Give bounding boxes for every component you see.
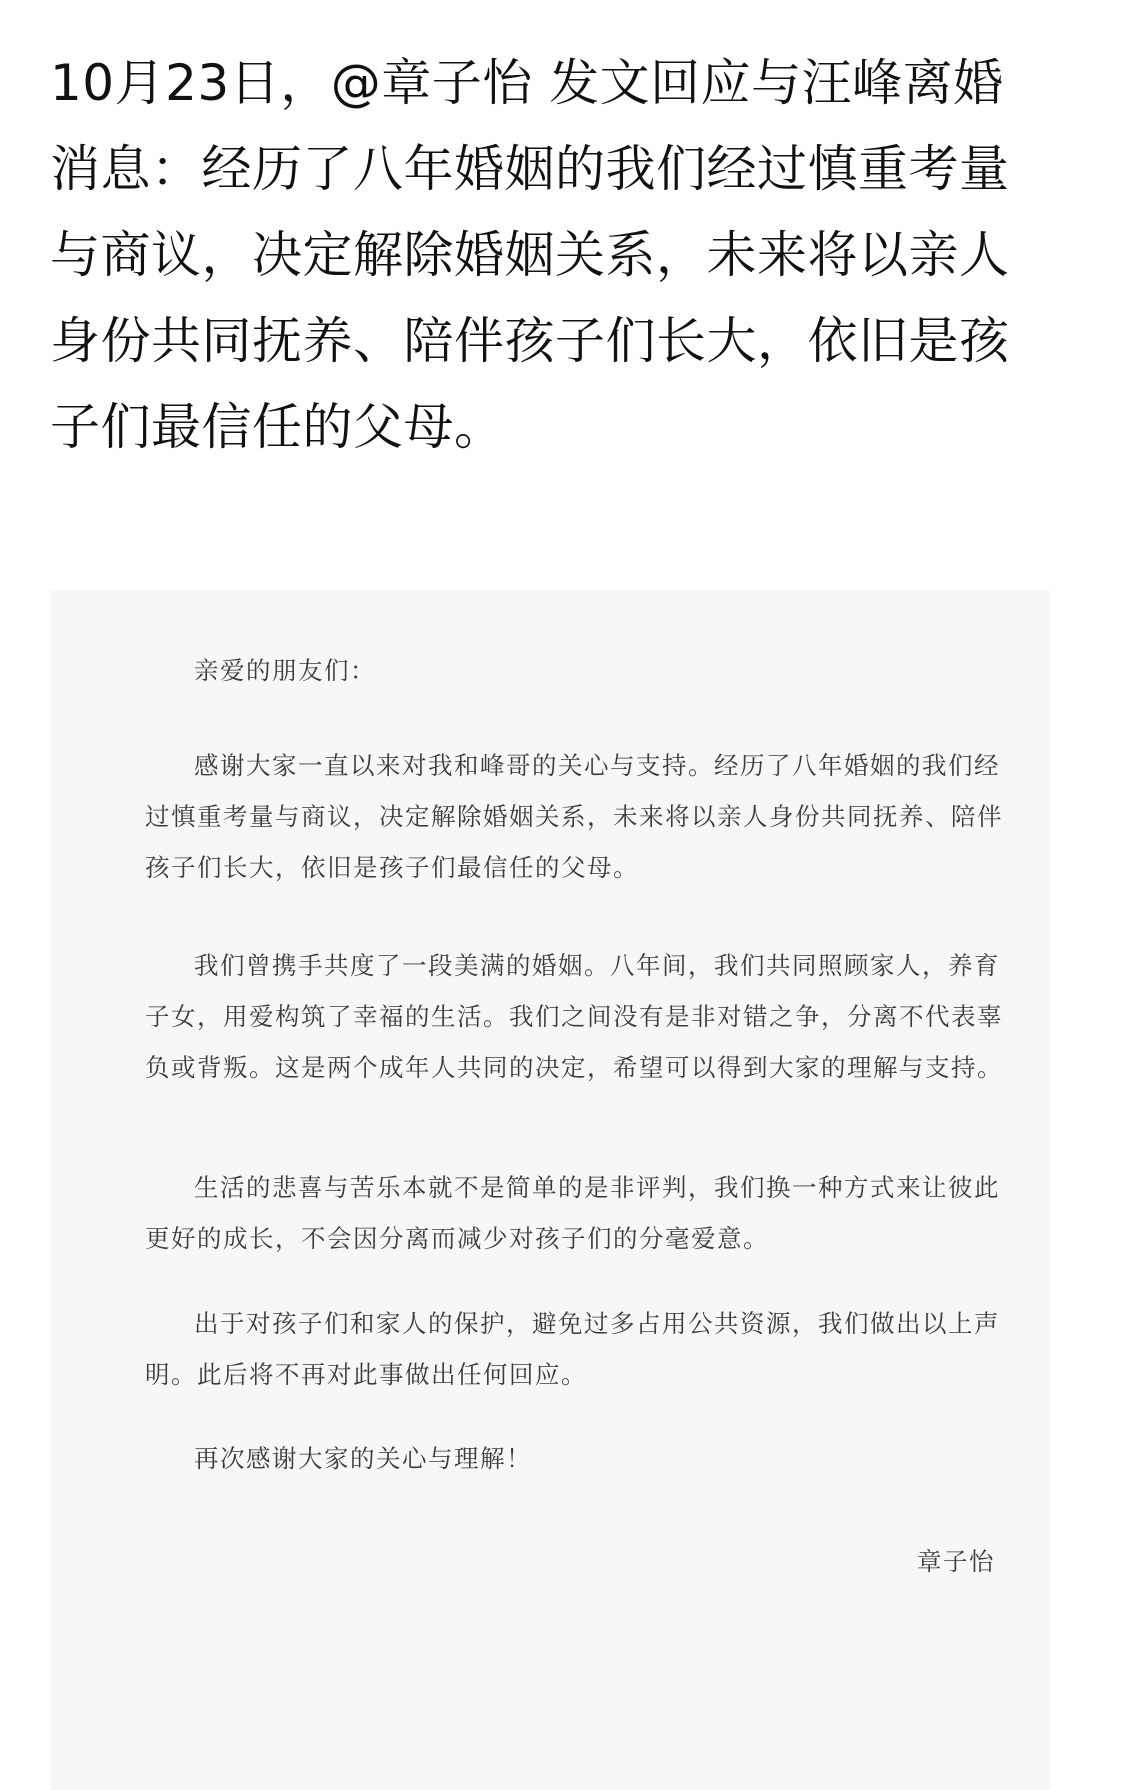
statement-letter-image[interactable] xyxy=(50,590,1050,1790)
letter-paragraph: 生活的悲喜与苦乐本就不是简单的是非评判，我们换一种方式来让彼此更好的成长，不会因分离而减少对孩子们的分毫爱意。 xyxy=(145,1173,1000,1253)
letter-closing: 再次感谢大家的关心与理解！ xyxy=(194,1444,532,1473)
letter-signature: 章子怡 xyxy=(917,1547,995,1576)
letter-paragraph: 感谢大家一直以来对我和峰哥的关心与支持。经历了八年婚姻的我们经过慎重考量与商议，决定解除婚姻关系，未来将以亲人身份共同抚养、陪伴孩子们长大，依旧是孩子们最信任的父母。 xyxy=(145,751,1003,882)
letter-greeting: 亲爱的朋友们： xyxy=(194,656,376,685)
post-text: 10月23日，@章子怡 发文回应与汪峰离婚消息：经历了八年婚姻的我们经过慎重考量与商议，决定解除婚姻关系，未来将以亲人身份共同抚养、陪伴孩子们长大，依旧是孩子们最信任的父母。 xyxy=(50,54,1010,456)
letter-paragraph: 我们曾携手共度了一段美满的婚姻。八年间，我们共同照顾家人，养育子女，用爱构筑了幸福的生活。我们之间没有是非对错之争，分离不代表辜负或背叛。这是两个成年人共同的决定，希望可以得到大家的理解与支持。 xyxy=(145,951,1003,1082)
letter-paragraph: 出于对孩子们和家人的保护，避免过多占用公共资源，我们做出以上声明。此后将不再对此事做出任何回应。 xyxy=(145,1309,1000,1389)
